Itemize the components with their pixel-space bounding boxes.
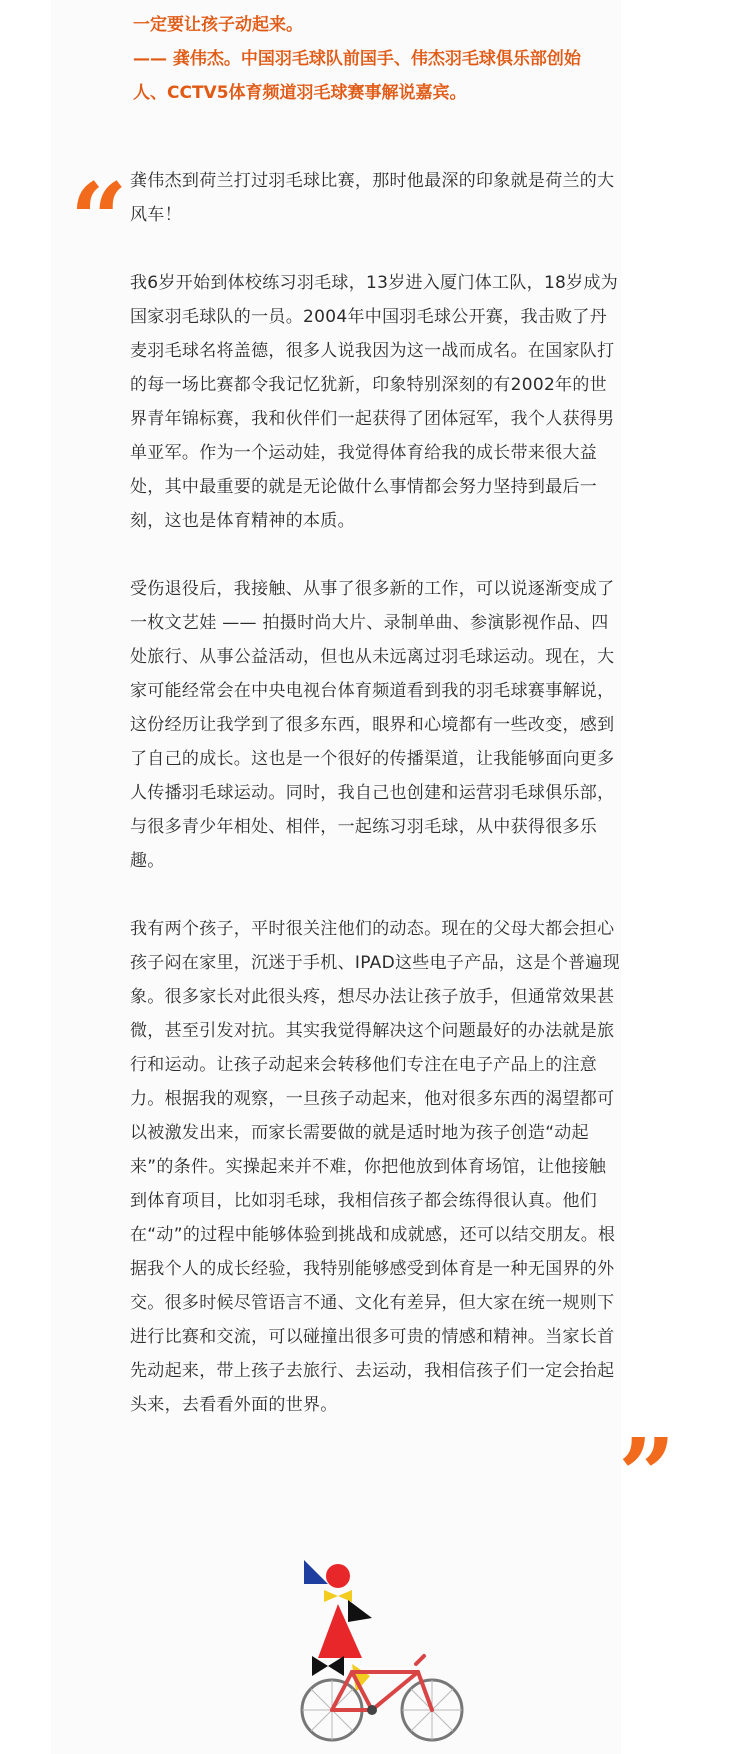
- quote-paragraph-3: 受伤退役后，我接触、从事了很多新的工作，可以说逐渐变成了一枚文艺娃 —— 拍摄时尚大片、录制单曲、参演影视作品、四处旅行、从事公益活动，但也从未远离过羽毛球运动。现在，大家可能经常会在中央电视台体育频道看到我的羽毛球赛事解说，这份经历让我学到了很多东西，眼界和心境都有一些改变，感到了自己的成长。这也是一个很好的传播渠道，让我能够面向更多人传播羽毛球运动。同时，我自己也创建和运营羽毛球俱乐部，与很多青少年相处、相伴，一起练习羽毛球，从中获得很多乐趣。: [130, 579, 615, 871]
- quote-paragraph-1: 龚伟杰到荷兰打过羽毛球比赛，那时他最深的印象就是荷兰的大风车！: [130, 171, 615, 225]
- bicycle-rider-icon: [300, 1560, 470, 1754]
- figure-yellow-bowtie: [324, 1590, 338, 1602]
- quote-paragraph-4: 我有两个孩子，平时很关注他们的动态。现在的父母大都会担心孩子闷在家里，沉迷于手机、IPAD这些电子产品，这是个普遍现象。很多家长对此很头疼，想尽办法让孩子放手，但通常效果甚微，甚至引发对抗。其实我觉得解决这个问题最好的办法就是旅行和运动。让孩子动起来会转移他们专注在电子产品上的注意力。根据我的观察，一旦孩子动起来，他对很多东西的渴望都可以被激发出来，而家长需要做的就是适时地为孩子创造“动起来”的条件。实操起来并不难，你把他放到体育场馆，让他接触到体育项目，比如羽毛球，我相信孩子都会练得很认真。他们在“动”的过程中能够体验到挑战和成就感，还可以结交朋友。根据我个人的成长经验，我特别能够感受到体育是一种无国界的外交。很多时候尽管语言不通、文化有差异，但大家在统一规则下进行比赛和交流，可以碰撞出很多可贵的情感和精神。当家长首先动起来，带上孩子去旅行、去运动，我相信孩子们一定会抬起头来，去看看外面的世界。: [130, 919, 620, 1415]
- caption-line-3: 人、CCTV5体育频道羽毛球赛事解说嘉宾。: [133, 83, 467, 103]
- quote-paragraph-2: 我6岁开始到体校练习羽毛球，13岁进入厦门体工队，18岁成为国家羽毛球队的一员。2004年中国羽毛球公开赛，我击败了丹麦羽毛球名将盖德，很多人说我因为这一战而成名。在国家队打的每一场比赛都令我记忆犹新，印象特别深刻的有2002年的世界青年锦标赛，我和伙伴们一起获得了团体冠军，我个人获得男单亚军。作为一个运动娃，我觉得体育给我的成长带来很大益处，其中最重要的就是无论做什么事情都会努力坚持到最后一刻，这也是体育精神的本质。: [130, 273, 619, 531]
- caption-line-2: —— 龚伟杰。中国羽毛球队前国手、伟杰羽毛球俱乐部创始: [133, 49, 581, 69]
- figure-blue-triangle: [304, 1560, 328, 1584]
- open-quote-icon: “: [70, 170, 128, 250]
- caption-line-1: 一定要让孩子动起来。: [133, 15, 303, 35]
- figure-black-bow: [312, 1656, 328, 1676]
- close-quote-icon: ”: [618, 1425, 676, 1505]
- figure-head: [326, 1564, 350, 1588]
- figure-black-triangle: [348, 1600, 372, 1622]
